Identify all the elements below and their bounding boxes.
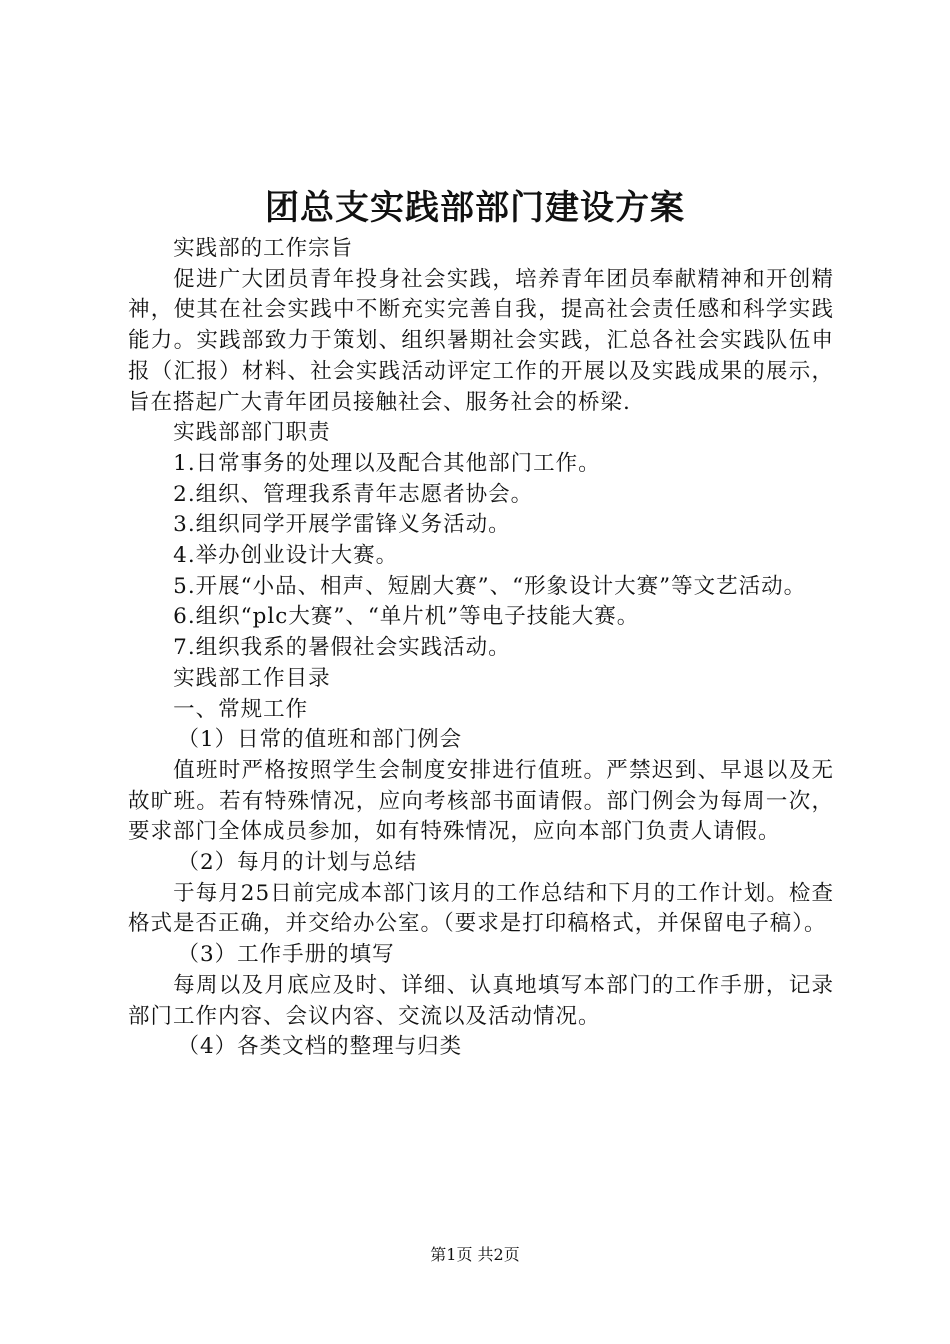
page-footer: 第1页 共2页 — [430, 1245, 520, 1264]
paragraph: 促进广大团员青年投身社会实践，培养青年团员奉献精神和开创精神，使其在社会实践中不断充实完善自我，提高社会责任感和科学实践能力。实践部致力于策划、组织暑期社会实践，汇总各社会实践队伍申报（汇报）材料、社会实践活动评定工作的开展以及实践成果的展示，旨在搭起广大青年团员接触社会、服务社会的桥梁. — [128, 266, 834, 415]
list-item: 1.日常事务的处理以及配合其他部门工作。 — [173, 450, 601, 476]
section-heading: 一、常规工作 — [173, 696, 309, 722]
subsection-heading: （1）日常的值班和部门例会 — [177, 727, 463, 753]
document-body — [128, 234, 834, 1063]
paragraph: 于每月25日前完成本部门该月的工作总结和下月的工作计划。检查格式是否正确，并交给办公室。（要求是打印稿格式，并保留电子稿）。 — [128, 880, 834, 937]
list-item: 7.组织我系的暑假社会实践活动。 — [173, 635, 511, 661]
subsection-heading: （2）每月的计划与总结 — [177, 850, 418, 876]
paragraph: 每周以及月底应及时、详细、认真地填写本部门的工作手册，记录部门工作内容、会议内容、交流以及活动情况。 — [128, 972, 834, 1029]
list-item: 2.组织、管理我系青年志愿者协会。 — [173, 481, 534, 507]
paragraph: 值班时严格按照学生会制度安排进行值班。严禁迟到、早退以及无故旷班。若有特殊情况，应向考核部书面请假。部门例会为每周一次，要求部门全体成员参加，如有特殊情况，应向本部门负责人请假。 — [128, 757, 834, 845]
document-title: 团总支实践部部门建设方案 — [265, 188, 685, 228]
subsection-heading: （4）各类文档的整理与归类 — [177, 1034, 463, 1060]
list-item: 3.组织同学开展学雷锋义务活动。 — [173, 512, 511, 538]
list-item: 5.开展“小品、相声、短剧大赛”、“形象设计大赛”等文艺活动。 — [173, 573, 807, 599]
list-item: 4.举办创业设计大赛。 — [173, 543, 399, 569]
section-heading: 实践部的工作宗旨 — [173, 236, 354, 261]
subsection-heading: （3）工作手册的填写 — [177, 942, 395, 968]
section-heading: 实践部部门职责 — [173, 420, 331, 446]
list-item: 6.组织“plc大赛”、“单片机”等电子技能大赛。 — [173, 604, 640, 630]
section-heading: 实践部工作目录 — [173, 665, 331, 691]
